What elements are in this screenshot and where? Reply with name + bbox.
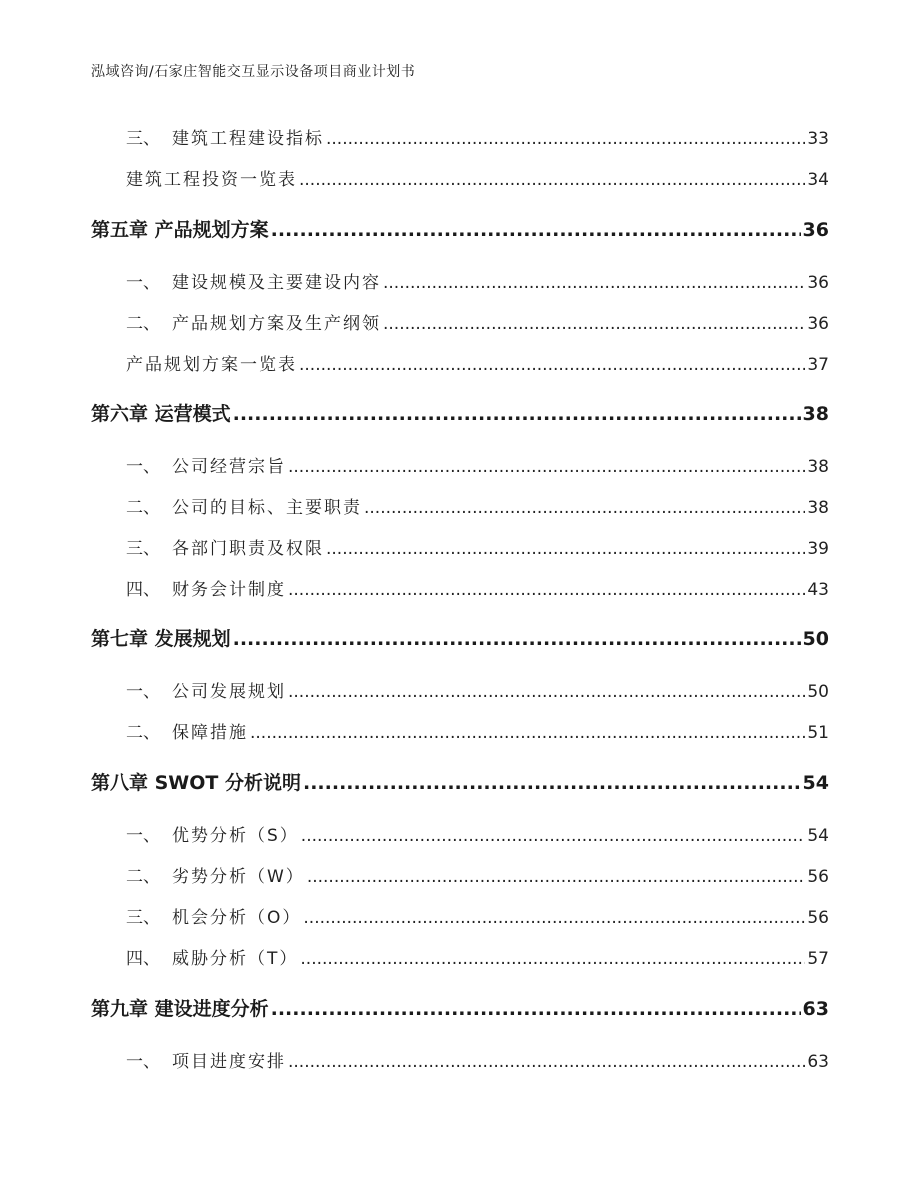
toc-leader	[303, 772, 801, 794]
toc-entry-label: 公司发展规划	[172, 682, 286, 702]
toc-entry-page: 36	[807, 273, 829, 293]
toc-entry-page: 38	[807, 457, 829, 477]
toc-entry[interactable]	[0, 124, 920, 150]
toc-entry-page: 34	[807, 170, 829, 190]
toc-chapter[interactable]	[0, 399, 920, 427]
page-header: 泓域咨询/石家庄智能交互显示设备项目商业计划书	[91, 64, 416, 80]
toc-leader	[307, 867, 806, 887]
toc-leader	[233, 628, 801, 650]
toc-chapter[interactable]	[0, 768, 920, 796]
toc-entry-label: 建筑工程建设指标	[172, 129, 324, 149]
toc-leader	[271, 998, 801, 1020]
toc-leader	[288, 457, 805, 477]
toc-entry[interactable]	[0, 944, 920, 970]
toc-entry-label: 建筑工程投资一览表	[126, 170, 297, 190]
toc-entry[interactable]	[0, 718, 920, 744]
toc-entry-label: 威胁分析（T）	[172, 949, 299, 969]
toc-entry-label: 产品规划方案一览表	[126, 355, 297, 375]
toc-leader	[301, 826, 806, 846]
toc-entry[interactable]	[0, 165, 920, 191]
toc-entry[interactable]	[0, 452, 920, 478]
toc-entry-page: 56	[807, 867, 829, 887]
toc-chapter-label: 第八章 SWOT 分析说明	[91, 772, 301, 794]
toc-entry-page: 56	[807, 908, 829, 928]
toc-entry[interactable]	[0, 534, 920, 560]
toc-leader	[299, 170, 805, 190]
toc-chapter-page: 54	[802, 772, 829, 794]
toc-entry-number: 二、	[126, 723, 160, 743]
toc-leader	[383, 273, 805, 293]
toc-chapter-page: 63	[802, 998, 829, 1020]
toc-leader	[271, 219, 801, 241]
toc-entry[interactable]	[0, 575, 920, 601]
toc-entry-label: 公司的目标、主要职责	[172, 498, 362, 518]
toc-leader	[303, 908, 805, 928]
toc-chapter-label: 第六章 运营模式	[91, 403, 231, 425]
toc-leader	[288, 580, 805, 600]
toc-entry[interactable]	[0, 821, 920, 847]
toc-leader	[364, 498, 805, 518]
toc-chapter-label: 第七章 发展规划	[91, 628, 231, 650]
toc-entry[interactable]	[0, 268, 920, 294]
toc-entry-label: 各部门职责及权限	[172, 539, 324, 559]
toc-entry-page: 63	[807, 1052, 829, 1072]
toc-entry-number: 二、	[126, 314, 160, 334]
toc-entry[interactable]	[0, 350, 920, 376]
toc-entry-label: 优势分析（S）	[172, 826, 299, 846]
toc-leader	[288, 682, 805, 702]
toc-leader	[326, 129, 805, 149]
toc-entry-number: 二、	[126, 498, 160, 518]
toc-entry[interactable]	[0, 1047, 920, 1073]
toc-entry-page: 57	[807, 949, 829, 969]
toc-leader	[299, 355, 805, 375]
toc-chapter[interactable]	[0, 994, 920, 1022]
toc-chapter-label: 第五章 产品规划方案	[91, 219, 269, 241]
toc-entry-number: 一、	[126, 682, 160, 702]
toc-entry-label: 机会分析（O）	[172, 908, 302, 928]
toc-entry-page: 51	[807, 723, 829, 743]
toc-entry-number: 四、	[126, 580, 160, 600]
toc-chapter[interactable]	[0, 624, 920, 652]
toc-chapter-page: 36	[802, 219, 829, 241]
toc-entry-label: 项目进度安排	[172, 1052, 286, 1072]
toc-leader	[300, 949, 805, 969]
toc-leader	[383, 314, 805, 334]
toc-entry-label: 劣势分析（W）	[172, 867, 305, 887]
toc-entry[interactable]	[0, 493, 920, 519]
toc-entry-page: 36	[807, 314, 829, 334]
toc-entry[interactable]	[0, 309, 920, 335]
toc-leader	[288, 1052, 805, 1072]
toc-entry[interactable]	[0, 677, 920, 703]
toc-entry-label: 公司经营宗旨	[172, 457, 286, 477]
toc-chapter-label: 第九章 建设进度分析	[91, 998, 269, 1020]
toc-leader	[326, 539, 805, 559]
toc-leader	[233, 403, 801, 425]
toc-entry-page: 43	[807, 580, 829, 600]
toc-entry-number: 三、	[126, 908, 160, 928]
toc-entry[interactable]	[0, 862, 920, 888]
toc-entry-number: 一、	[126, 457, 160, 477]
toc-entry-number: 一、	[126, 273, 160, 293]
toc-entry-number: 三、	[126, 129, 160, 149]
toc-leader	[250, 723, 805, 743]
toc-entry-label: 建设规模及主要建设内容	[172, 273, 381, 293]
toc-chapter-page: 50	[802, 628, 829, 650]
toc-entry-number: 三、	[126, 539, 160, 559]
toc-entry-number: 一、	[126, 1052, 160, 1072]
toc-entry-number: 四、	[126, 949, 160, 969]
toc-chapter[interactable]	[0, 215, 920, 243]
toc-entry-page: 33	[807, 129, 829, 149]
toc-entry[interactable]	[0, 903, 920, 929]
toc-entry-page: 39	[807, 539, 829, 559]
toc-entry-label: 保障措施	[172, 723, 248, 743]
toc-entry-number: 二、	[126, 867, 160, 887]
toc-entry-page: 38	[807, 498, 829, 518]
toc-entry-page: 54	[807, 826, 829, 846]
toc-chapter-page: 38	[802, 403, 829, 425]
toc-entry-number: 一、	[126, 826, 160, 846]
toc-entry-page: 50	[807, 682, 829, 702]
toc-entry-page: 37	[807, 355, 829, 375]
toc-entry-label: 财务会计制度	[172, 580, 286, 600]
toc-entry-label: 产品规划方案及生产纲领	[172, 314, 381, 334]
